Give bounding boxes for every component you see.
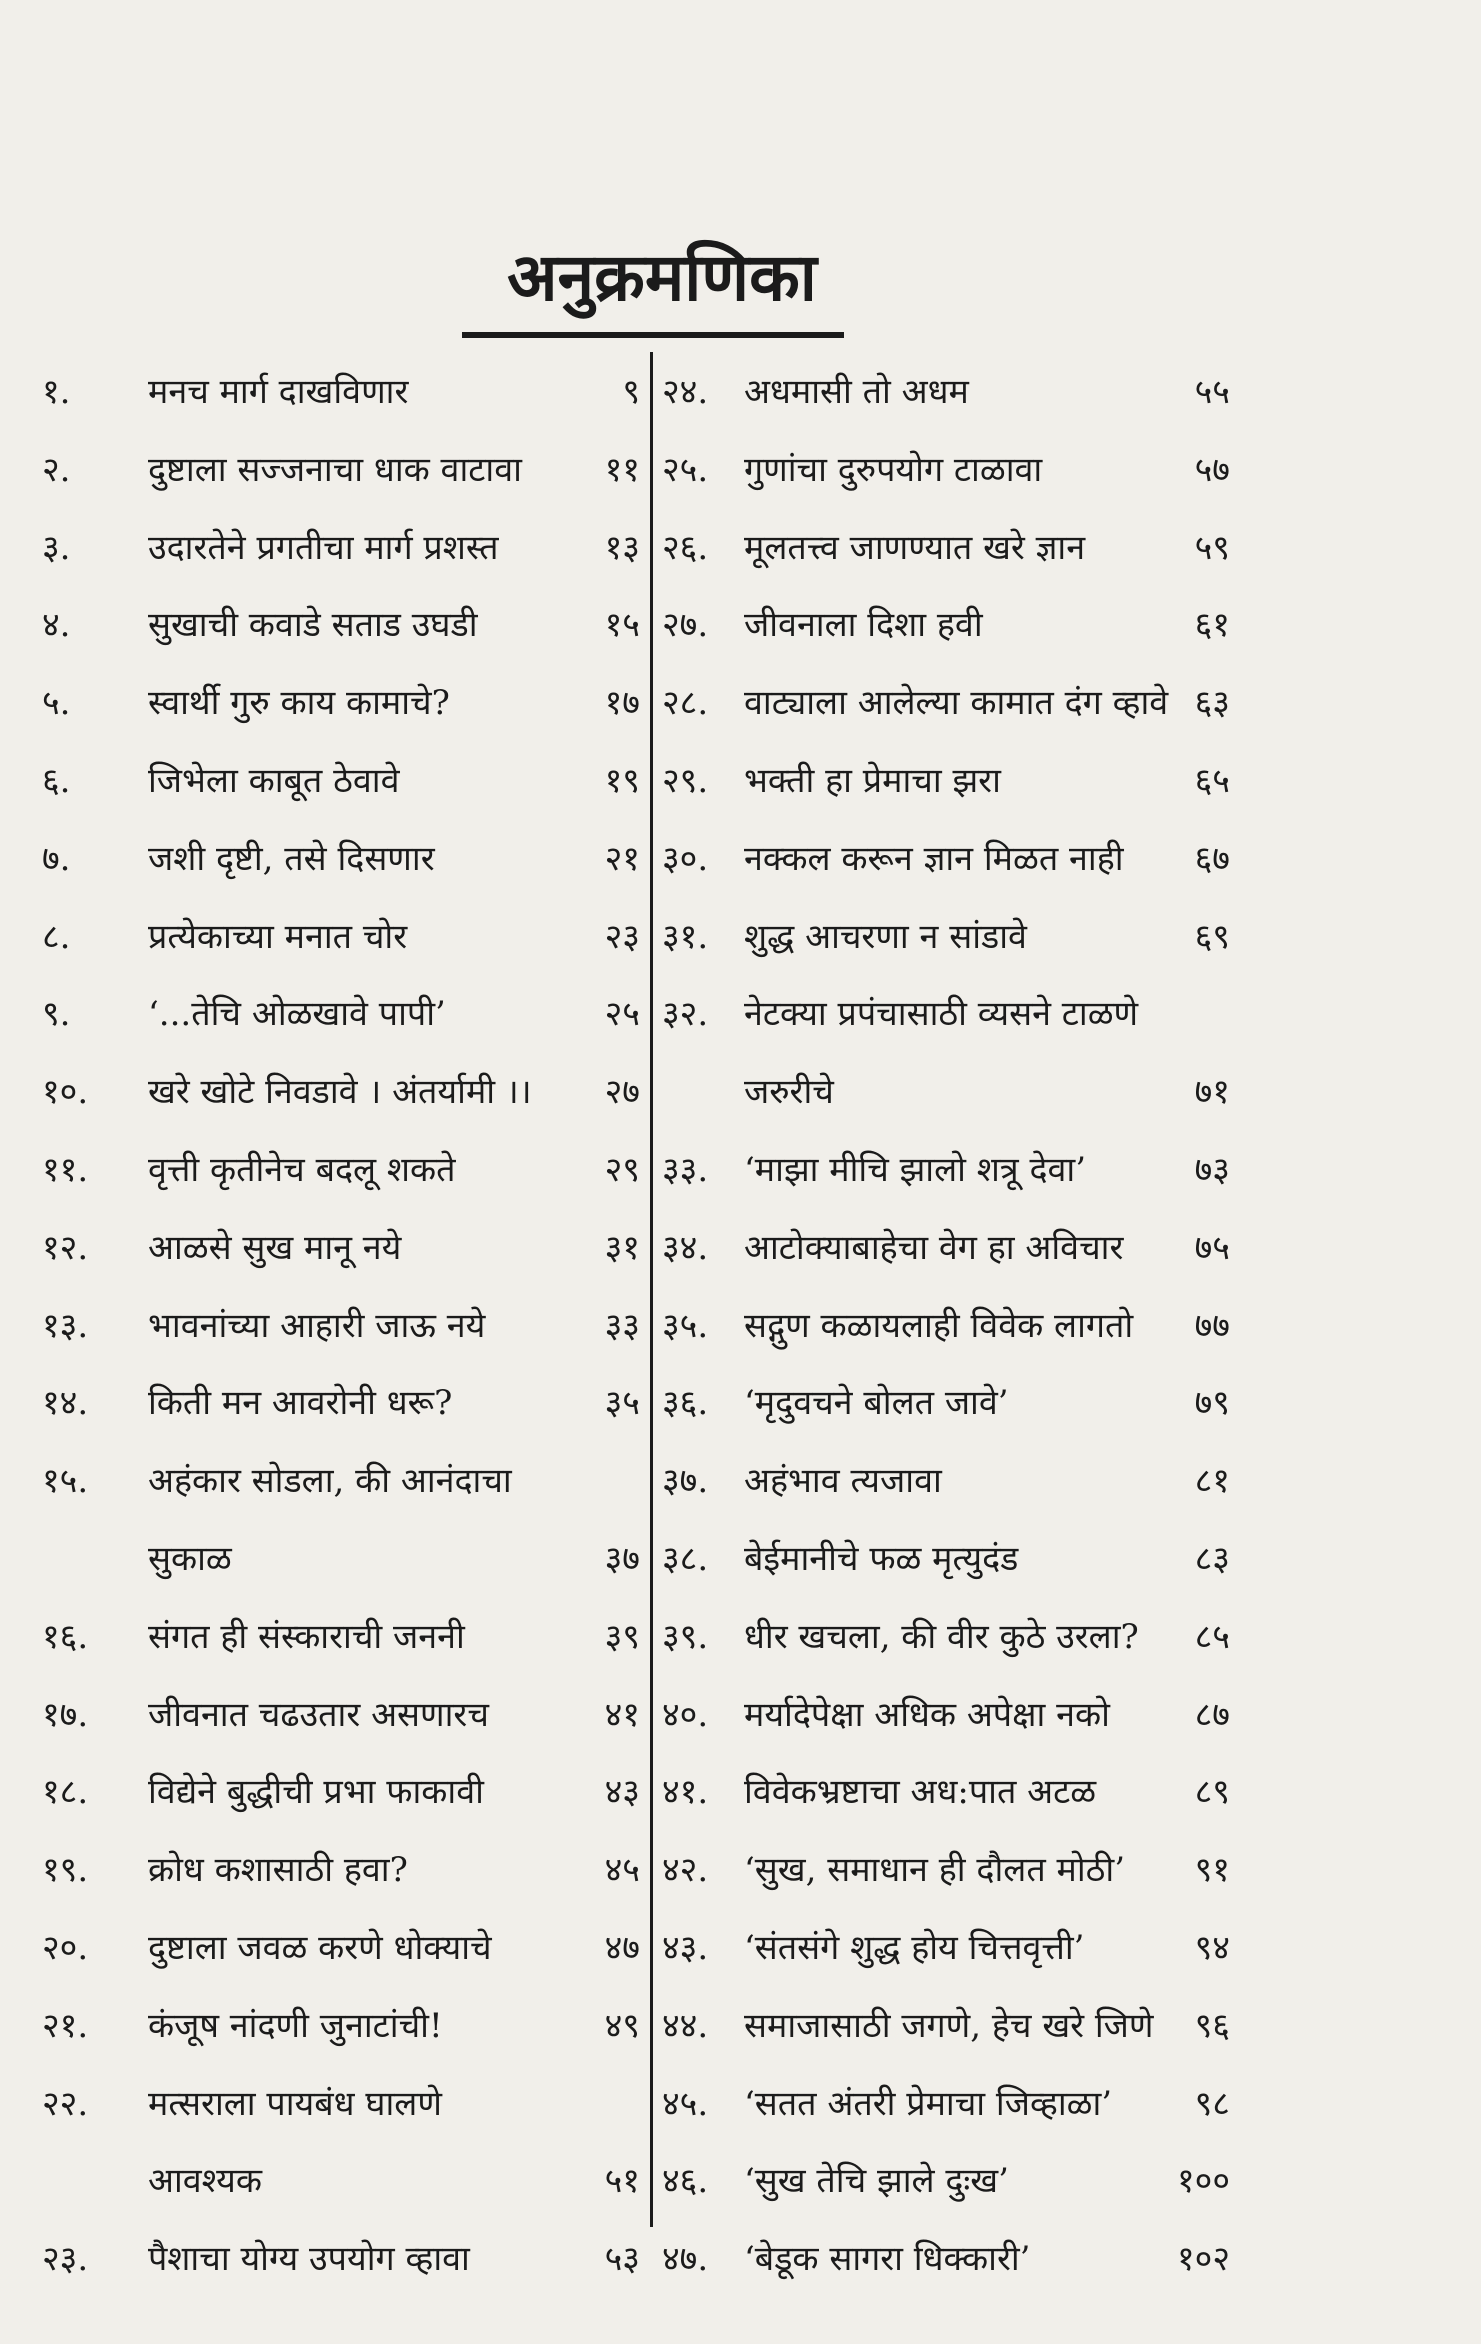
contents-entry (656, 1691, 1256, 1769)
entry-number: ३०. (662, 838, 709, 879)
contents-entry (0, 1924, 650, 2002)
entry-title: ‘सुख तेचि झाले दुःख’ (744, 2161, 1009, 2202)
entry-title: नक्कल करून ज्ञान मिळत नाही (744, 838, 1124, 879)
entry-page-number: ९८ (1194, 2083, 1230, 2124)
entry-number: ३. (42, 527, 71, 568)
entry-page-number: ८५ (1194, 1616, 1230, 1657)
entry-number: २८. (662, 683, 709, 724)
contents-entry (656, 368, 1256, 446)
entry-title: जीवनात चढउतार असणारच (148, 1694, 489, 1735)
entry-number: ३७. (662, 1461, 709, 1502)
entry-page-number: ४७ (604, 1928, 640, 1968)
entry-page-number: ५१ (604, 2161, 640, 2202)
entry-page-number: ४१ (604, 1694, 640, 1735)
entry-page-number: ४५ (604, 1850, 640, 1891)
contents-entry (0, 2002, 650, 2080)
entry-title: ‘सतत अंतरी प्रेमाचा जिव्हाळा’ (744, 2083, 1113, 2124)
entry-number: १६. (42, 1616, 89, 1657)
entry-page-number: ४३ (604, 1772, 640, 1813)
entry-title-continued: जरुरीचे (744, 1072, 834, 1113)
contents-entry (0, 757, 650, 835)
entry-title: समाजासाठी जगणे, हेच खरे जिणे (744, 2005, 1154, 2046)
entry-page-number: ९१ (1194, 1850, 1230, 1891)
entry-title: नेटक्या प्रपंचासाठी व्यसने टाळणे (744, 994, 1139, 1035)
entry-title: किती मन आवरोनी धरू? (148, 1383, 453, 1424)
entry-number: ११. (42, 1150, 89, 1190)
entry-title: वृत्ती कृतीनेच बदलू शकते (148, 1150, 456, 1190)
contents-entry (0, 1379, 650, 1457)
contents-entry (656, 2080, 1256, 2158)
column-divider (650, 352, 653, 2227)
entry-title: मूलतत्त्व जाणण्यात खरे ज्ञान (744, 527, 1086, 568)
entry-page-number: २९ (604, 1150, 640, 1190)
entry-page-number: ९६ (1194, 2005, 1230, 2046)
contents-entry (656, 446, 1256, 524)
entry-title: प्रत्येकाच्या मनात चोर (148, 916, 408, 957)
contents-entry (656, 990, 1256, 1146)
contents-entry (656, 679, 1256, 757)
entry-title: ‘...तेचि ओळखावे पापी’ (148, 994, 446, 1035)
entry-page-number: १५ (604, 605, 640, 646)
entry-title: विवेकभ्रष्टाचा अध:पात अटळ (744, 1772, 1097, 1813)
entry-page-number: ८३ (1194, 1539, 1230, 1579)
contents-entry (0, 1457, 650, 1613)
entry-page-number: ७७ (1194, 1305, 1230, 1346)
entry-title: वाट्याला आलेल्या कामात दंग व्हावे (744, 683, 1169, 724)
entry-title: संगत ही संस्काराची जननी (148, 1616, 465, 1657)
contents-entry (656, 1146, 1256, 1224)
entry-page-number: १०० (1176, 2161, 1230, 2202)
entry-page-number: ६९ (1194, 916, 1230, 957)
entry-page-number: १७ (604, 683, 640, 724)
entry-number: २६. (662, 527, 709, 568)
entry-page-number: २१ (604, 838, 640, 879)
entry-page-number: ३१ (604, 1227, 640, 1268)
entry-number: ३२. (662, 994, 709, 1035)
entry-page-number: १०२ (1176, 2239, 1230, 2280)
entry-number: ४३. (662, 1928, 709, 1968)
entry-title: ‘बेडूक सागरा धिक्कारी’ (744, 2239, 1031, 2280)
page-title: अनुक्रमणिका (507, 238, 817, 316)
contents-entry (656, 524, 1256, 602)
contents-entry (0, 1224, 650, 1302)
entry-number: २७. (662, 605, 709, 646)
entry-title: गुणांचा दुरुपयोग टाळावा (744, 449, 1043, 490)
entry-number: ४२. (662, 1850, 709, 1891)
entry-page-number: ६३ (1194, 683, 1230, 724)
entry-number: ९. (42, 994, 71, 1035)
entry-title: दुष्टाला जवळ करणे धोक्याचे (148, 1928, 492, 1968)
contents-entry (656, 1224, 1256, 1302)
entry-number: १. (42, 372, 71, 412)
entry-number: ४१. (662, 1772, 709, 1813)
entry-title: मर्यादेपेक्षा अधिक अपेक्षा नको (744, 1694, 1110, 1735)
entry-title: भक्ती हा प्रेमाचा झरा (744, 761, 1001, 801)
entry-number: २५. (662, 449, 709, 490)
contents-entry (0, 990, 650, 1068)
entry-page-number: ७५ (1194, 1227, 1230, 1268)
entry-page-number: ८१ (1194, 1461, 1230, 1502)
contents-entry (0, 1768, 650, 1846)
contents-entry (0, 1613, 650, 1691)
contents-entry (656, 1535, 1256, 1613)
entry-page-number: २७ (604, 1072, 640, 1113)
entry-number: ४४. (662, 2005, 709, 2046)
entry-title: ‘मृदुवचने बोलत जावे’ (744, 1383, 1009, 1424)
contents-entry (656, 1379, 1256, 1457)
entry-title: ‘माझा मीचि झालो शत्रू देवा’ (744, 1150, 1087, 1190)
entry-page-number: ९४ (1194, 1928, 1230, 1968)
entry-number: ४६. (662, 2161, 709, 2202)
entry-title: जीवनाला दिशा हवी (744, 605, 983, 646)
entry-page-number: ३३ (604, 1305, 640, 1346)
contents-entry (656, 2235, 1256, 2313)
entry-number: १०. (42, 1072, 89, 1113)
entry-number: ४. (42, 605, 71, 646)
entry-number: ६. (42, 761, 71, 801)
entry-title: बेईमानीचे फळ मृत्युदंड (744, 1539, 1019, 1579)
contents-entry (656, 835, 1256, 913)
contents-entry (0, 2235, 650, 2313)
entry-title-continued: आवश्यक (148, 2161, 262, 2202)
entry-number: १२. (42, 1227, 89, 1268)
contents-entry (656, 1302, 1256, 1380)
entry-title: अहंभाव त्यजावा (744, 1461, 942, 1502)
entry-title: ‘संतसंगे शुद्ध होय चित्तवृत्ती’ (744, 1928, 1085, 1968)
entry-page-number: ५९ (1194, 527, 1230, 568)
entry-page-number: ६७ (1194, 838, 1230, 879)
entry-title: दुष्टाला सज्जनाचा धाक वाटावा (148, 449, 522, 490)
entry-page-number: १९ (604, 761, 640, 801)
entry-title: जशी दृष्टी, तसे दिसणार (148, 838, 435, 879)
contents-entry (0, 1302, 650, 1380)
contents-entry (656, 1846, 1256, 1924)
entry-title: उदारतेने प्रगतीचा मार्ग प्रशस्त (148, 527, 499, 568)
entry-title: मत्सराला पायबंध घालणे (148, 2083, 442, 2124)
entry-number: ३९. (662, 1616, 709, 1657)
contents-entry (656, 913, 1256, 991)
entry-title: खरे खोटे निवडावे । अंतर्यामी ।। (148, 1072, 532, 1113)
entry-number: १५. (42, 1461, 89, 1502)
entry-number: ३५. (662, 1305, 709, 1346)
contents-entry (0, 524, 650, 602)
contents-entry (656, 1613, 1256, 1691)
contents-entry (656, 2157, 1256, 2235)
entry-number: ८. (42, 916, 71, 957)
entry-page-number: ७९ (1194, 1383, 1230, 1424)
entry-title: सुखाची कवाडे सताड उघडी (148, 605, 478, 646)
contents-entry (656, 1768, 1256, 1846)
contents-entry (0, 1691, 650, 1769)
contents-entry (0, 835, 650, 913)
entry-title: स्वार्थी गुरु काय कामाचे? (148, 683, 450, 724)
entry-page-number: ३५ (604, 1383, 640, 1424)
contents-entry (0, 1846, 650, 1924)
entry-number: १३. (42, 1305, 89, 1346)
entry-title: जिभेला काबूत ठेवावे (148, 761, 400, 801)
entry-page-number: ८९ (1194, 1772, 1230, 1813)
contents-entry (0, 368, 650, 446)
entry-title: क्रोध कशासाठी हवा? (148, 1850, 408, 1891)
contents-entry (0, 446, 650, 524)
entry-number: ३१. (662, 916, 709, 957)
entry-title: कंजूष नांदणी जुनाटांची! (148, 2005, 443, 2046)
entry-number: २९. (662, 761, 709, 801)
entry-number: १४. (42, 1383, 89, 1424)
entry-page-number: ६५ (1194, 761, 1230, 801)
title-underline (462, 332, 844, 338)
entry-title: अधमासी तो अधम (744, 372, 969, 412)
entry-title: सद्गुण कळायलाही विवेक लागतो (744, 1305, 1134, 1346)
entry-page-number: ७३ (1194, 1150, 1230, 1190)
entry-page-number: २५ (604, 994, 640, 1035)
entry-title-continued: सुकाळ (148, 1538, 232, 1579)
entry-number: ४०. (662, 1694, 709, 1735)
entry-number: ४५. (662, 2083, 709, 2124)
entry-page-number: १३ (604, 527, 640, 568)
entry-page-number: २३ (604, 916, 640, 957)
entry-page-number: ५५ (1194, 372, 1230, 412)
entry-title: ‘सुख, समाधान ही दौलत मोठी’ (744, 1850, 1126, 1891)
contents-entry (656, 757, 1256, 835)
entry-number: २३. (42, 2239, 89, 2280)
entry-title: धीर खचला, की वीर कुठे उरला? (744, 1616, 1139, 1657)
entry-page-number: ४९ (604, 2005, 640, 2046)
contents-entry (0, 1146, 650, 1224)
entry-number: २. (42, 449, 71, 490)
contents-entry (0, 1068, 650, 1146)
entry-number: २०. (42, 1928, 89, 1968)
entry-number: २१. (42, 2005, 89, 2046)
entry-number: १९. (42, 1850, 89, 1891)
contents-entry (0, 913, 650, 991)
entry-number: ३४. (662, 1227, 709, 1268)
entry-number: ५. (42, 683, 71, 724)
entry-title: मनच मार्ग दाखविणार (148, 372, 409, 412)
entry-page-number: ५३ (604, 2239, 640, 2280)
entry-title: आळसे सुख मानू नये (148, 1227, 402, 1268)
entry-number: ३६. (662, 1383, 709, 1424)
contents-entry (0, 2080, 650, 2236)
entry-number: ३८. (662, 1539, 709, 1579)
entry-title: विद्येने बुद्धीची प्रभा फाकावी (148, 1772, 484, 1813)
entry-number: ७. (42, 838, 71, 879)
contents-entry (0, 601, 650, 679)
contents-entry (656, 1457, 1256, 1535)
contents-entry (656, 601, 1256, 679)
contents-entry (656, 1924, 1256, 2002)
entry-page-number: ६१ (1194, 605, 1230, 646)
contents-entry (0, 679, 650, 757)
entry-number: १७. (42, 1694, 89, 1735)
entry-number: २४. (662, 372, 709, 412)
entry-number: ४७. (662, 2239, 709, 2280)
entry-page-number: ३७ (604, 1538, 640, 1579)
entry-page-number: ११ (604, 449, 640, 490)
entry-title: आटोक्याबाहेचा वेग हा अविचार (744, 1227, 1124, 1268)
entry-page-number: ९ (622, 372, 640, 412)
entry-page-number: ८७ (1194, 1694, 1230, 1735)
entry-title: भावनांच्या आहारी जाऊ नये (148, 1305, 486, 1346)
entry-page-number: ५७ (1194, 449, 1230, 490)
entry-page-number: ७१ (1194, 1072, 1230, 1113)
entry-number: १८. (42, 1772, 89, 1813)
entry-title: पैशाचा योग्य उपयोग व्हावा (148, 2239, 470, 2280)
entry-title: शुद्ध आचरणा न सांडावे (744, 916, 1027, 957)
entry-number: ३३. (662, 1150, 709, 1190)
entry-title: अहंकार सोडला, की आनंदाचा (148, 1461, 512, 1502)
contents-entry (656, 2002, 1256, 2080)
entry-page-number: ३९ (604, 1616, 640, 1657)
entry-number: २२. (42, 2083, 89, 2124)
